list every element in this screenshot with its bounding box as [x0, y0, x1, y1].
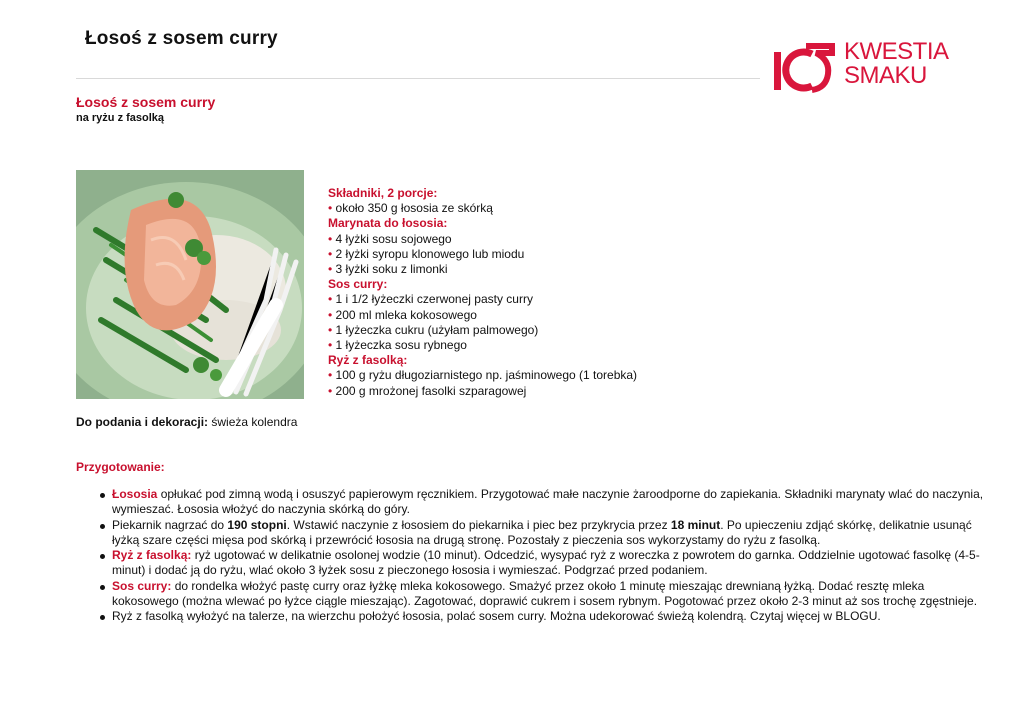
- step-text: do rondelka włożyć pastę curry oraz łyżkę mleka kokosowego. Smażyć przez około 1 minutę mieszając drewnianą łyżką. Dodać resztę mleka kokosowego (można wlewać po łyżce ciągle mieszając). Zagotować, doprawić cukrem i sosem rybnym. Pogotować przez około 2-3 minut aż sos trochę zgęstnieje.: [112, 578, 978, 609]
- ingredient-text: około 350 g łososia ze skórką: [335, 201, 493, 216]
- ingredient-text: 200 ml mleka kokosowego: [335, 307, 477, 322]
- ingredient-group-heading: Ryż z fasolką:: [328, 353, 408, 368]
- preparation-step: [112, 548, 984, 579]
- step-emphasis: 190 stopni: [227, 517, 287, 532]
- bullet-icon: •: [328, 383, 336, 398]
- ingredients-heading: Składniki, 2 porcje:: [328, 186, 438, 200]
- garnish-label: Do podania i dekoracji:: [76, 415, 209, 429]
- ingredient-item: [328, 323, 637, 338]
- ingredient-group-heading: Sos curry:: [328, 277, 388, 292]
- ingredient-item: [328, 368, 637, 383]
- ingredient-item: [328, 262, 637, 277]
- preparation-steps: [76, 487, 984, 625]
- preparation-step: [112, 579, 984, 610]
- step-text: . Wstawić naczynie z łososiem do piekarnika i piec bez przykrycia przez: [286, 517, 671, 532]
- ingredient-item: [328, 308, 637, 323]
- ingredients-list: [328, 186, 637, 399]
- preparation-step: [112, 487, 984, 518]
- ingredient-text: 200 g mrożonej fasolki szparagowej: [335, 383, 527, 398]
- bullet-icon: •: [328, 262, 336, 277]
- preparation-heading: Przygotowanie:: [76, 460, 165, 474]
- step-text: opłukać pod zimną wodą i osuszyć papierowym ręcznikiem. Przygotować małe naczynie żaroodporne do zapiekania. Składniki marynaty wlać do naczynia, wymieszać. Łososia włożyć do naczynia skórką do góry.: [112, 487, 984, 517]
- kwestia-smaku-logo[interactable]: [772, 38, 949, 98]
- page-title: Łosoś z sosem curry: [85, 28, 278, 49]
- ingredient-item: [328, 292, 637, 307]
- step-text: Ryż z fasolką wyłożyć na talerze, na wierzchu położyć łososia, polać sosem curry. Można udekorować świeżą kolendrą. Czytaj więcej w BLOGU.: [112, 609, 881, 624]
- garnish-line: [76, 415, 297, 429]
- bullet-icon: •: [328, 322, 336, 337]
- preparation-step: [112, 518, 984, 549]
- ingredient-text: 1 łyżeczka cukru (użyłam palmowego): [335, 322, 539, 337]
- step-text: ryż ugotować w delikatnie osolonej wodzie (10 minut). Odcedzić, wysypać ryż z woreczka z powrotem do garnka. Oddzielnie ugotować fasolkę (4-5- minut) i dodać ją do ryżu, wlać około 3 łyżek sosu z pieczonego łososia i wymieszać. Podgrzać przed podaniem.: [112, 548, 980, 578]
- step-text: . Po upieczeniu zdjąć skórkę, delikatnie usunąć łyżką szare części mięsa pod skórką i przewrócić łososia na drugą stronę. Pozostały z pieczenia sos wykorzystamy do ryżu z fasolką.: [112, 517, 972, 547]
- bullet-icon: •: [328, 292, 336, 307]
- garnish-value: świeża kolendra: [208, 415, 298, 429]
- bullet-icon: •: [328, 231, 336, 246]
- ingredient-item: [328, 232, 637, 247]
- ingredient-text: 1 łyżeczka sosu rybnego: [335, 338, 467, 353]
- bullet-icon: •: [328, 307, 336, 322]
- recipe-subtitle: na ryżu z fasolką: [76, 112, 165, 124]
- step-keyword: Ryż z fasolką:: [112, 548, 192, 563]
- step-keyword: Łososia: [112, 487, 158, 501]
- bullet-icon: •: [328, 338, 336, 353]
- ingredient-item: [328, 201, 637, 216]
- logo-wordmark: KWESTIA SMAKU: [844, 38, 949, 89]
- ingredient-text: 100 g ryżu długoziarnistego np. jaśminowego (1 torebka): [335, 368, 638, 383]
- step-emphasis: 18 minut: [670, 517, 721, 532]
- ingredient-item: [328, 384, 637, 399]
- step-keyword: Sos curry:: [112, 578, 172, 593]
- ingredient-group-heading: Marynata do łososia:: [328, 216, 448, 231]
- ingredient-text: 3 łyżki soku z limonki: [335, 262, 448, 277]
- ingredient-text: 2 łyżki syropu klonowego lub miodu: [335, 246, 525, 261]
- bullet-icon: •: [328, 368, 336, 383]
- dish-photo: [76, 170, 304, 399]
- ingredient-item: [328, 338, 637, 353]
- bullet-icon: •: [328, 246, 336, 261]
- ingredient-text: 4 łyżki sosu sojowego: [335, 231, 452, 246]
- recipe-title: Łosoś z sosem curry: [76, 94, 216, 110]
- logo-mark-icon: [772, 38, 838, 94]
- step-text: Piekarnik nagrzać do: [112, 517, 228, 532]
- ingredient-text: 1 i 1/2 łyżeczki czerwonej pasty curry: [335, 292, 533, 307]
- preparation-step: [112, 609, 984, 624]
- ingredient-item: [328, 247, 637, 262]
- bullet-icon: •: [328, 201, 336, 216]
- header-divider: [76, 78, 760, 79]
